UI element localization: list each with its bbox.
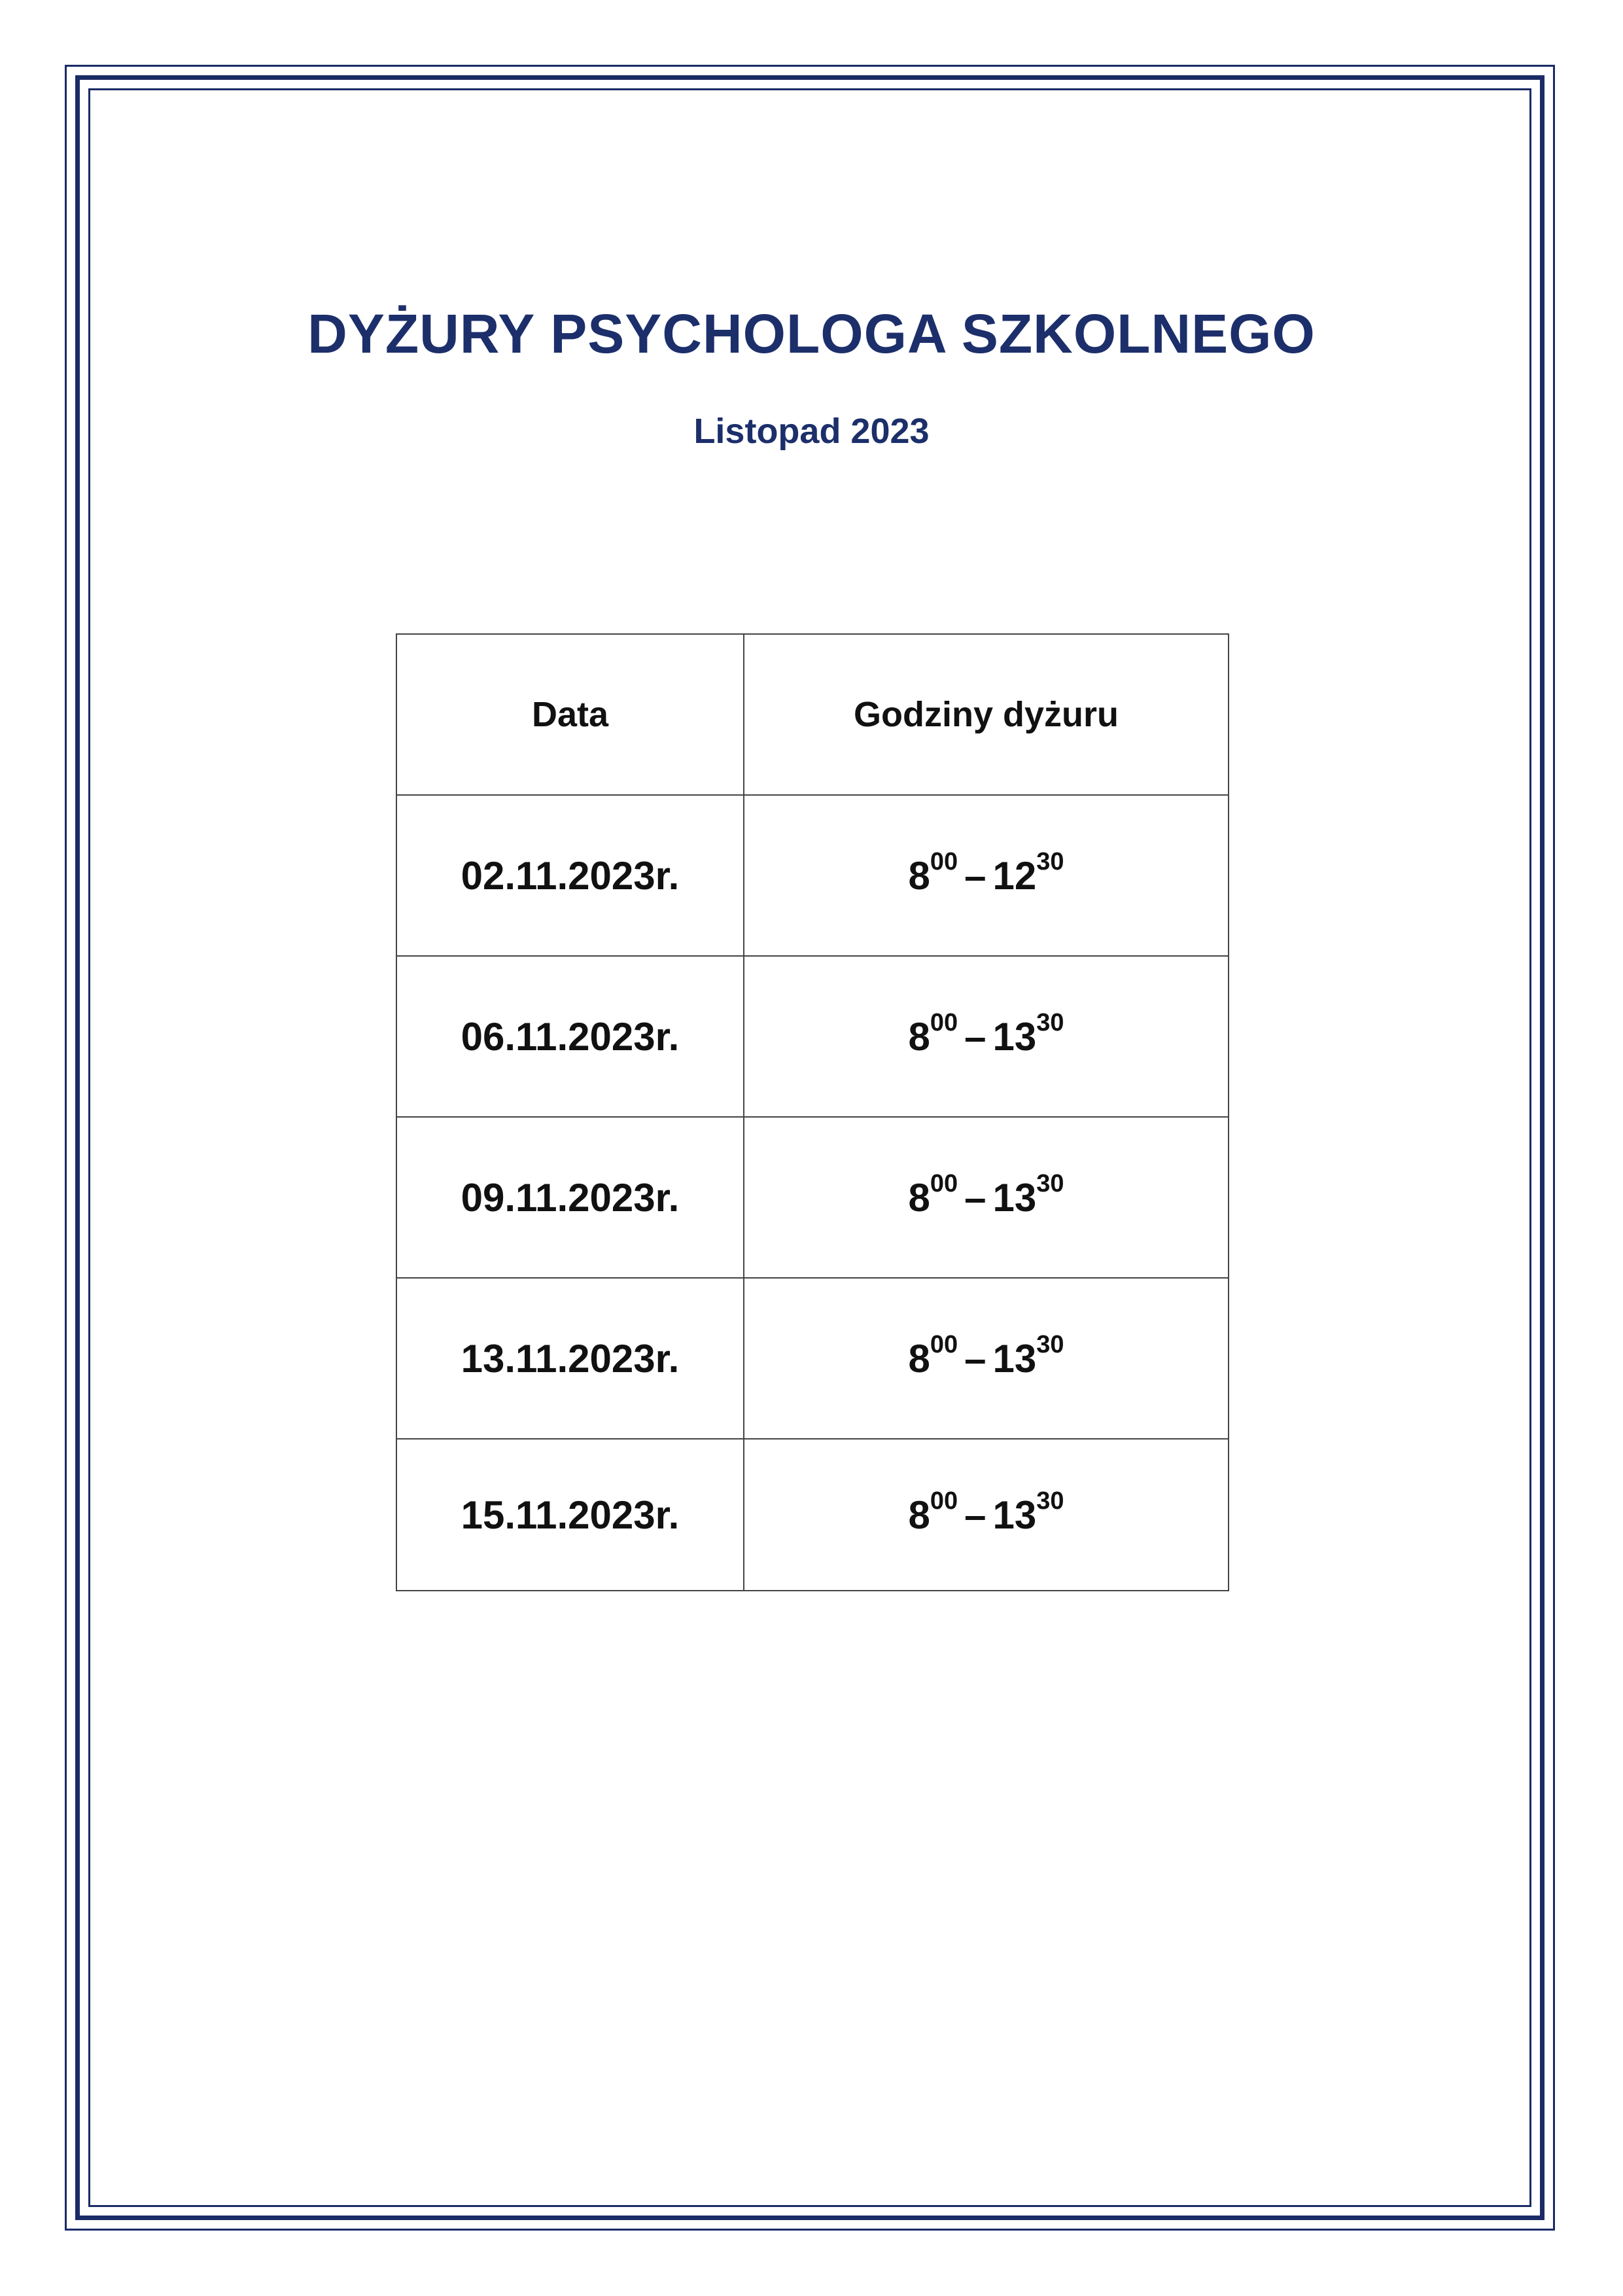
start-hour: 8 (908, 853, 930, 898)
hours-cell (744, 1117, 1229, 1278)
date-cell: 06.11.2023r. (396, 956, 744, 1117)
page-title: DYŻURY PSYCHOLOGA SZKOLNEGO (307, 303, 1316, 364)
column-header-hours: Godziny dyżuru (744, 634, 1229, 795)
start-hour: 8 (908, 1014, 930, 1059)
start-hour: 8 (908, 1175, 930, 1220)
table-header-row (396, 634, 1229, 795)
table-row (396, 1278, 1229, 1439)
time-dash: – (964, 1014, 986, 1059)
schedule-table (396, 633, 1229, 1591)
end-minutes: 30 (1036, 1487, 1064, 1515)
start-minutes: 00 (930, 1008, 958, 1036)
end-hour: 13 (992, 1014, 1037, 1059)
hours-cell (744, 795, 1229, 956)
end-hour: 13 (992, 1175, 1037, 1220)
end-minutes: 30 (1036, 1008, 1064, 1036)
page-subtitle: Listopad 2023 (693, 412, 930, 451)
start-minutes: 00 (930, 1330, 958, 1358)
table-row (396, 795, 1229, 956)
end-minutes: 30 (1036, 1330, 1064, 1358)
hours-cell (744, 1439, 1229, 1591)
start-minutes: 00 (930, 1487, 958, 1515)
end-hour: 12 (992, 853, 1037, 898)
start-hour: 8 (908, 1336, 930, 1381)
time-dash: – (964, 853, 986, 898)
column-header-date: Data (396, 634, 744, 795)
date-cell: 13.11.2023r. (396, 1278, 744, 1439)
time-dash: – (964, 1336, 986, 1381)
date-cell: 02.11.2023r. (396, 795, 744, 956)
time-dash: – (964, 1492, 986, 1537)
end-hour: 13 (992, 1336, 1037, 1381)
start-minutes: 00 (930, 1169, 958, 1197)
end-minutes: 30 (1036, 1169, 1064, 1197)
table-row (396, 1117, 1229, 1278)
start-minutes: 00 (930, 847, 958, 875)
hours-cell (744, 1278, 1229, 1439)
end-minutes: 30 (1036, 847, 1064, 875)
table-row (396, 1439, 1229, 1591)
table-row (396, 956, 1229, 1117)
time-dash: – (964, 1175, 986, 1220)
start-hour: 8 (908, 1492, 930, 1537)
end-hour: 13 (992, 1492, 1037, 1537)
date-cell: 09.11.2023r. (396, 1117, 744, 1278)
date-cell: 15.11.2023r. (396, 1439, 744, 1591)
hours-cell (744, 956, 1229, 1117)
